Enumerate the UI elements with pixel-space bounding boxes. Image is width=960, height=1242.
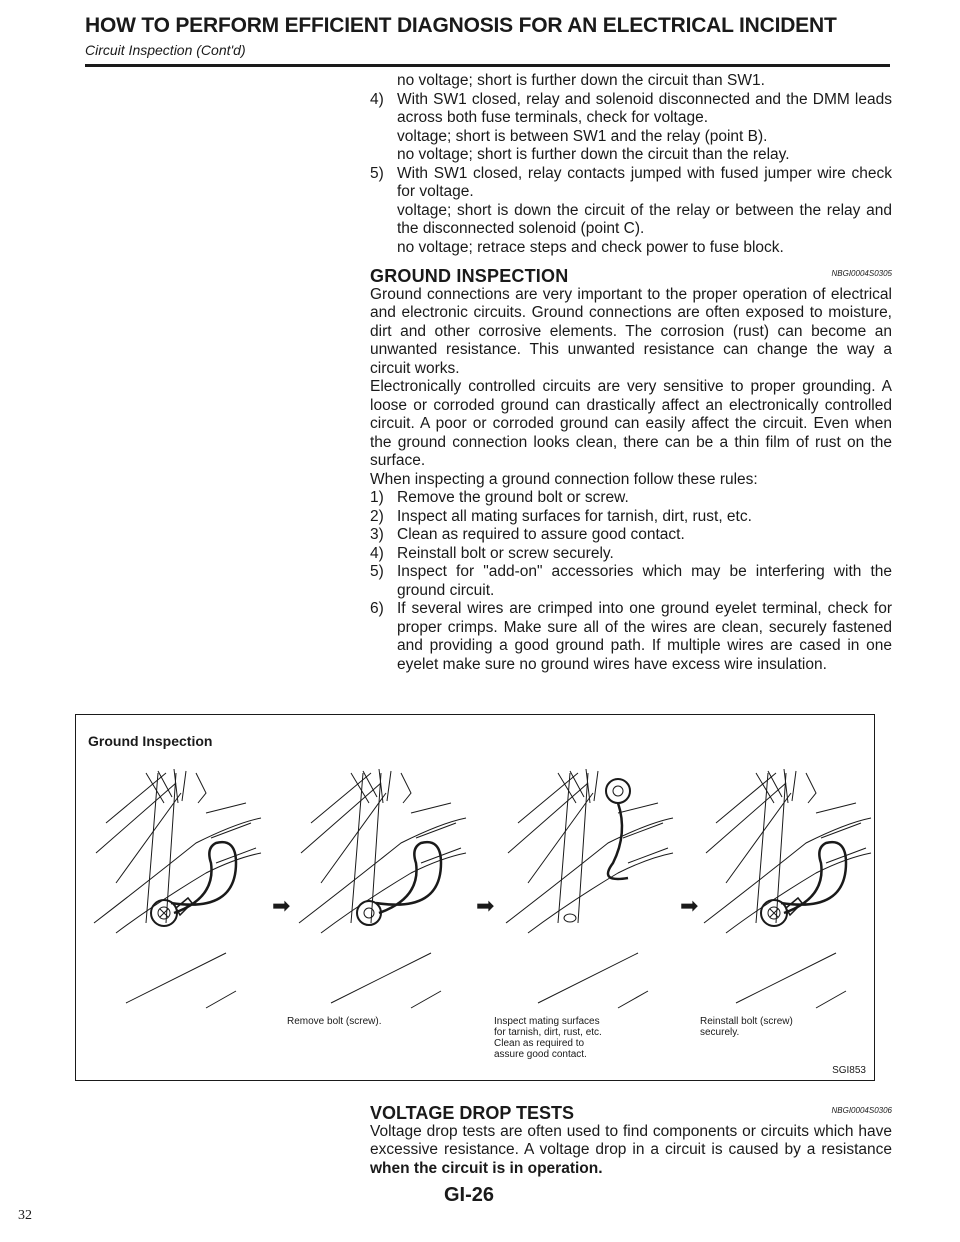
voltage-drop-paragraph: Voltage drop tests are often used to find components or circuits which have excessive resistance. A voltage drop in a circuit is caused by a resistance when the circuit is in operation. — [370, 1122, 892, 1177]
page-header-subtitle: Circuit Inspection (Cont'd) — [85, 42, 246, 58]
step-text: With SW1 closed, relay and solenoid disconnected and the DMM leads across both fuse terminals, check for voltage. voltage; short is between SW1 and the relay (point B). no voltage; short is further down the circuit than the relay. — [397, 90, 892, 163]
caption-reinstall-bolt: Reinstall bolt (screw) securely. — [700, 1016, 793, 1038]
step-number: 5) — [370, 164, 384, 182]
rule-item: 6) If several wires are crimped into one ground eyelet terminal, check for proper crimps. Make sure all of the wires are clean, securely fastened and providing a good ground path. If multiple wires are cased in one eyelet make sure no ground wires have excess wire insulation. — [370, 600, 892, 673]
rule-item: 3) Clean as required to assure good contact. — [370, 526, 685, 543]
arrow-right-icon: ➡ — [272, 893, 291, 918]
section-heading: VOLTAGE DROP TESTS — [370, 1103, 575, 1123]
rule-item: 4) Reinstall bolt or screw securely. — [370, 544, 614, 562]
ground-bolt-installed-illustration — [86, 763, 266, 1018]
ground-rules-list — [370, 489, 892, 674]
arrow-right-icon: ➡ — [476, 893, 495, 918]
continuation-block — [370, 72, 892, 674]
rule-item: 2) Inspect all mating surfaces for tarnish, dirt, rust, etc. — [370, 507, 752, 525]
step-number: 4) — [370, 90, 384, 108]
ground-paragraph: When inspecting a ground connection follow these rules: — [370, 470, 758, 488]
caption-remove-bolt: Remove bolt (screw). — [287, 1016, 382, 1027]
caption-inspect-surfaces: Inspect mating surfaces for tarnish, dirt, rust, etc. Clean as required to assure good contact. — [494, 1016, 602, 1060]
section-code: NBGI0004S0305 — [831, 269, 892, 278]
continuation-line: no voltage; short is further down the circuit than SW1. — [397, 72, 765, 89]
arrow-right-icon: ➡ — [680, 893, 699, 918]
ground-paragraph: Ground connections are very important to the proper operation of electrical and electronic circuits. Ground connections are often exposed to moisture, dirt and other corrosive elements. The corrosion (rust) can become an unwanted resistance. This unwanted resistance can change the way a circuit works. — [370, 285, 892, 377]
figure-title: Ground Inspection — [88, 733, 213, 749]
page-number: GI-26 — [444, 1184, 495, 1206]
section-code: NBGI0004S0306 — [831, 1106, 892, 1115]
voltage-drop-heading-row — [370, 1102, 892, 1123]
mating-surface-inspection-illustration — [498, 763, 678, 1018]
step-4 — [370, 91, 892, 165]
ground-bolt-removed-illustration — [291, 763, 471, 1018]
page-header-title: HOW TO PERFORM EFFICIENT DIAGNOSIS FOR AN ELECTRICAL INCIDENT — [85, 14, 837, 37]
ground-inspection-figure — [75, 714, 875, 1081]
voltage-drop-section — [370, 1102, 892, 1178]
step-5 — [370, 165, 892, 258]
rule-item: 1) Remove the ground bolt or screw. — [370, 489, 629, 506]
bolt-reinstalled-illustration — [696, 763, 876, 1018]
rule-item: 5) Inspect for "add-on" accessories which may be interfering with the ground circuit. — [370, 563, 892, 599]
ground-inspection-heading-row — [370, 265, 892, 286]
header-rule — [85, 64, 890, 67]
step-text: With SW1 closed, relay contacts jumped with fused jumper wire check for voltage. voltage; short is down the circuit of the relay or between the relay and the disconnected solenoid (point C). no voltage; retrace steps and check power to fuse block. — [397, 164, 892, 256]
sheet-number: 32 — [18, 1208, 32, 1223]
ground-paragraph: Electronically controlled circuits are very sensitive to proper grounding. A loose or corroded ground can drastically affect an electronically controlled circuit. A poor or corroded ground can easily affect the circuit. Even when the ground connection looks clean, there can be a thin film of rust on the surface. — [370, 378, 892, 469]
section-heading: GROUND INSPECTION — [370, 266, 569, 286]
figure-code: SGI853 — [832, 1065, 866, 1076]
